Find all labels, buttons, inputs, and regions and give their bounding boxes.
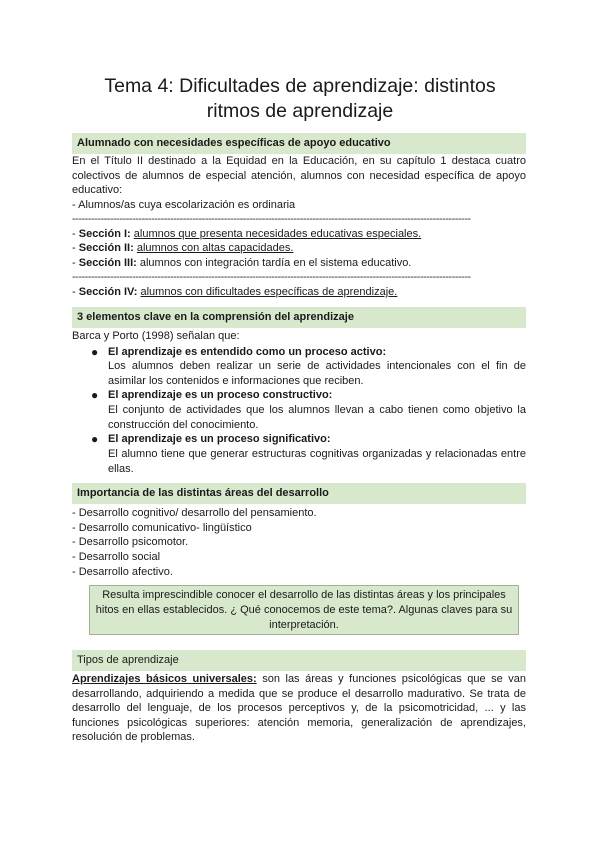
section1-intro: En el Título II destinado a la Equidad en la Educación, en su capítulo 1 destaca cuatro colectivos de alumnos de especial atención, alumnos con necesidad específica de apoyo educativo: — [72, 155, 526, 197]
list-item-seccion-3: - Sección III: alumnos con integración tardía en el sistema educativo. — [72, 257, 412, 269]
list-item-desarrollo: - Desarrollo comunicativo- lingüístico — [72, 522, 252, 534]
note-box: Resulta imprescindible conocer el desarrollo de las distintas áreas y los principales hitos en ellas establecidos. ¿ Qué conocemos de este tema?. Algunas claves para su interpretación. — [89, 585, 519, 635]
bullet-icon: ● — [91, 432, 99, 446]
bullet-icon: ● — [91, 345, 99, 359]
bullet-item-activo: El aprendizaje es entendido como un proceso activo: — [108, 346, 387, 358]
ordinary-schooling-item: - Alumnos/as cuya escolarización es ordinaria — [72, 199, 296, 211]
list-item-desarrollo: - Desarrollo afectivo. — [72, 566, 173, 578]
list-item-desarrollo: - Desarrollo social — [72, 551, 161, 563]
list-item-desarrollo: - Desarrollo psicomotor. — [72, 536, 189, 548]
section-heading-alumnado: Alumnado con necesidades específicas de apoyo educativo — [72, 133, 526, 154]
list-item-seccion-2: - Sección II: alumnos con altas capacidades. — [72, 242, 294, 254]
list-item-desarrollo: - Desarrollo cognitivo/ desarrollo del pensamiento. — [72, 507, 317, 519]
title-line-2: ritmos de aprendizaje — [206, 100, 394, 122]
bullet-text-constructivo: El conjunto de actividades que los alumnos llevan a cabo tienen como objetivo la construcción del conocimiento. — [108, 404, 526, 431]
separator-line: ------------------------------------------------------------------------------------------------------------------------------ — [72, 213, 471, 225]
bullet-item-constructivo: El aprendizaje es un proceso constructivo: — [108, 389, 333, 401]
separator-line: ------------------------------------------------------------------------------------------------------------------------------ — [72, 271, 471, 283]
list-item-seccion-4: - Sección IV: alumnos con dificultades específicas de aprendizaje. — [72, 286, 398, 298]
title-line-1: Tema 4: Dificultades de aprendizaje: distintos — [104, 75, 496, 97]
page-title — [70, 74, 530, 124]
section-heading-areas-desarrollo: Importancia de las distintas áreas del desarrollo — [72, 483, 526, 504]
bullet-icon: ● — [91, 388, 99, 402]
term-label: Aprendizajes básicos universales: — [72, 673, 257, 685]
bullet-text-significativo: El alumno tiene que generar estructuras cognitivas organizadas y relacionadas entre ellas. — [108, 448, 526, 475]
section-heading-tipos-aprendizaje: Tipos de aprendizaje — [72, 650, 526, 671]
bullet-item-significativo: El aprendizaje es un proceso significativo: — [108, 433, 331, 445]
list-item-seccion-1: - Sección I: alumnos que presenta necesidades educativas especiales. — [72, 228, 422, 240]
bullet-text-activo: Los alumnos deben realizar un serie de actividades intencionales con el fin de asimilar los contenidos e informaciones que reciben. — [108, 360, 526, 387]
section2-intro: Barca y Porto (1998) señalan que: — [72, 330, 240, 342]
section4-paragraph: Aprendizajes básicos universales: son las áreas y funciones psicológicas que se van desarrollando, adquiriendo a medida que se produce el desarrollo madurativo. Se trata de desarrollo del lenguaje, de los procesos perceptivos y, de la psicomotricidad, ... y las funciones psicológicas superiores: atención memoria, generalización de aprendizajes, resolución de problemas. — [72, 673, 526, 744]
section-heading-elementos-clave: 3 elementos clave en la comprensión del aprendizaje — [72, 307, 526, 328]
